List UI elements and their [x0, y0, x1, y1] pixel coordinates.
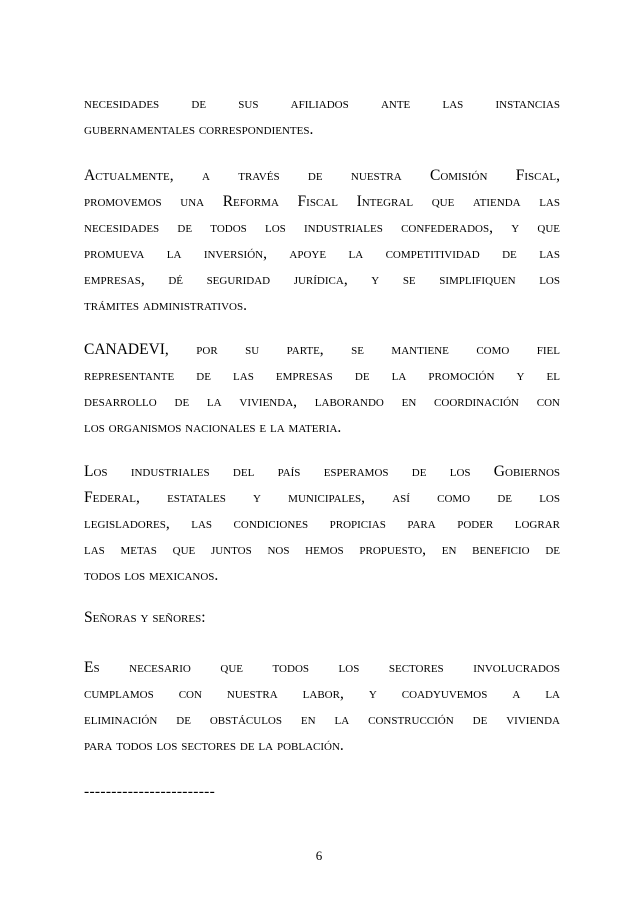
text-line: necesidades de todos los industriales confederados, y que — [84, 219, 560, 236]
text-line: necesidades de sus afiliados ante las instancias — [84, 95, 560, 112]
text-line: las metas que juntos nos hemos propuesto, en beneficio de — [84, 541, 560, 558]
text-line: todos los mexicanos. — [84, 567, 219, 584]
paragraph-5 — [84, 605, 560, 631]
text-line: los organismos nacionales e la materia. — [84, 419, 342, 436]
paragraph-4 — [84, 459, 560, 589]
text-line: Es necesario que todos los sectores involucrados — [84, 659, 560, 676]
text-line: representante de las empresas de la promoción y el — [84, 367, 560, 384]
text-line: empresas, dé seguridad jurídica, y se simplifiquen los — [84, 271, 560, 288]
text-line: Los industriales del país esperamos de los Gobiernos — [84, 463, 560, 480]
text-line: legisladores, las condiciones propicias para poder lograr — [84, 515, 560, 532]
text-line: cumplamos con nuestra labor, y coadyuvemos a la — [84, 685, 560, 702]
text-line: gubernamentales correspondientes. — [84, 121, 314, 138]
paragraph-2 — [84, 163, 560, 319]
text-line: promueva la inversión, apoye la competitividad de las — [84, 245, 560, 262]
text-line: Actualmente, a través de nuestra Comisión Fiscal, — [84, 167, 560, 184]
page-number: 6 — [315, 848, 323, 863]
text-line: desarrollo de la vivienda, laborando en coordinación con — [84, 393, 560, 410]
text-line: promovemos una Reforma Fiscal Integral que atienda las — [84, 193, 560, 210]
text-line: Federal, estatales y municipales, así como de los — [84, 489, 560, 506]
separator-dashes: ------------------------ — [84, 783, 216, 800]
text-line: para todos los sectores de la población. — [84, 737, 344, 754]
text-line: eliminación de obstáculos en la construcción de vivienda — [84, 711, 560, 728]
paragraph-6 — [84, 655, 560, 759]
paragraph-1 — [84, 91, 560, 143]
text-line: Señoras y señores: — [84, 609, 206, 626]
text-line: trámites administrativos. — [84, 297, 247, 314]
paragraph-3 — [84, 337, 560, 441]
text-line: CANADEVI, por su parte, se mantiene como fiel — [84, 341, 560, 358]
